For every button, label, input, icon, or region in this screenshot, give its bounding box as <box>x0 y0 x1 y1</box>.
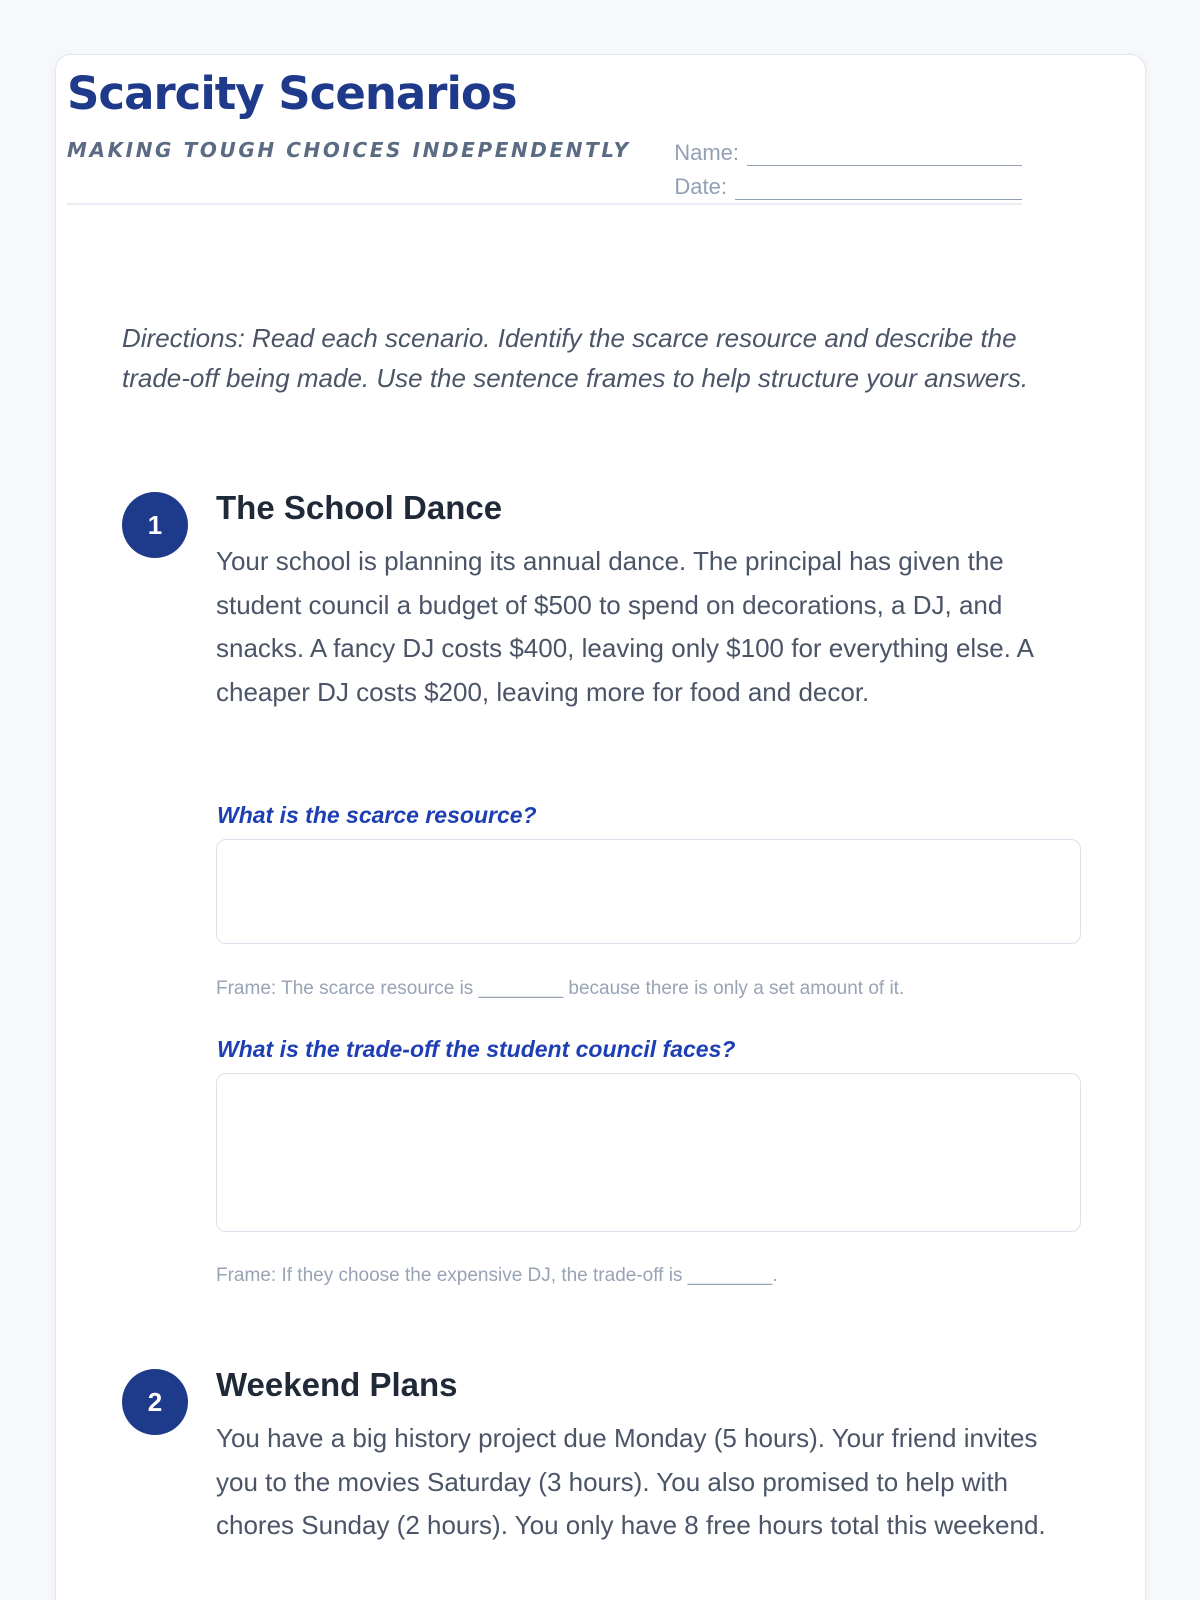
name-label: Name: <box>674 140 739 165</box>
worksheet-header <box>67 68 1022 205</box>
question-scarce-resource: What is the scarce resource? <box>217 802 537 828</box>
date-label: Date: <box>674 174 727 199</box>
scenario-text: You have a big history project due Monday (5 hours). Your friend invites you to the movies Saturday (3 hours). You also promised to help with chores Sunday (2 hours). You only have 8 free hours total this weekend. <box>216 1423 1046 1540</box>
date-field <box>674 174 1022 200</box>
scenario-title: The School Dance <box>216 489 503 526</box>
page-subtitle: MAKING TOUGH CHOICES INDEPENDENTLY <box>67 138 631 162</box>
scenario-title: Weekend Plans <box>216 1366 458 1403</box>
scenario-number-badge: 2 <box>122 1369 188 1435</box>
scenario-number-badge: 1 <box>122 492 188 558</box>
scenario-text: Your school is planning its annual dance. The principal has given the student council a budget of $500 to spend on decorations, a DJ, and snacks. A fancy DJ costs $400, leaving only $100 for everything else. A cheaper DJ costs $200, leaving more for food and decor. <box>216 546 1033 707</box>
answer-box-trade-off[interactable] <box>216 1073 1081 1232</box>
date-blank[interactable] <box>735 180 1022 200</box>
name-blank[interactable] <box>747 146 1022 166</box>
question-trade-off: What is the trade-off the student council faces? <box>217 1036 736 1062</box>
directions-text: Directions: Read each scenario. Identify the scarce resource and describe the trade-off being made. Use the sentence frames to help structure your answers. <box>122 323 1029 393</box>
sentence-frame-trade-off: Frame: If they choose the expensive DJ, the trade-off is ________. <box>216 1265 778 1286</box>
name-field <box>674 140 1022 166</box>
answer-box-scarce-resource[interactable] <box>216 839 1081 944</box>
page-title: Scarcity Scenarios <box>67 67 517 120</box>
sentence-frame-scarce-resource: Frame: The scarce resource is ________ because there is only a set amount of it. <box>216 978 905 999</box>
